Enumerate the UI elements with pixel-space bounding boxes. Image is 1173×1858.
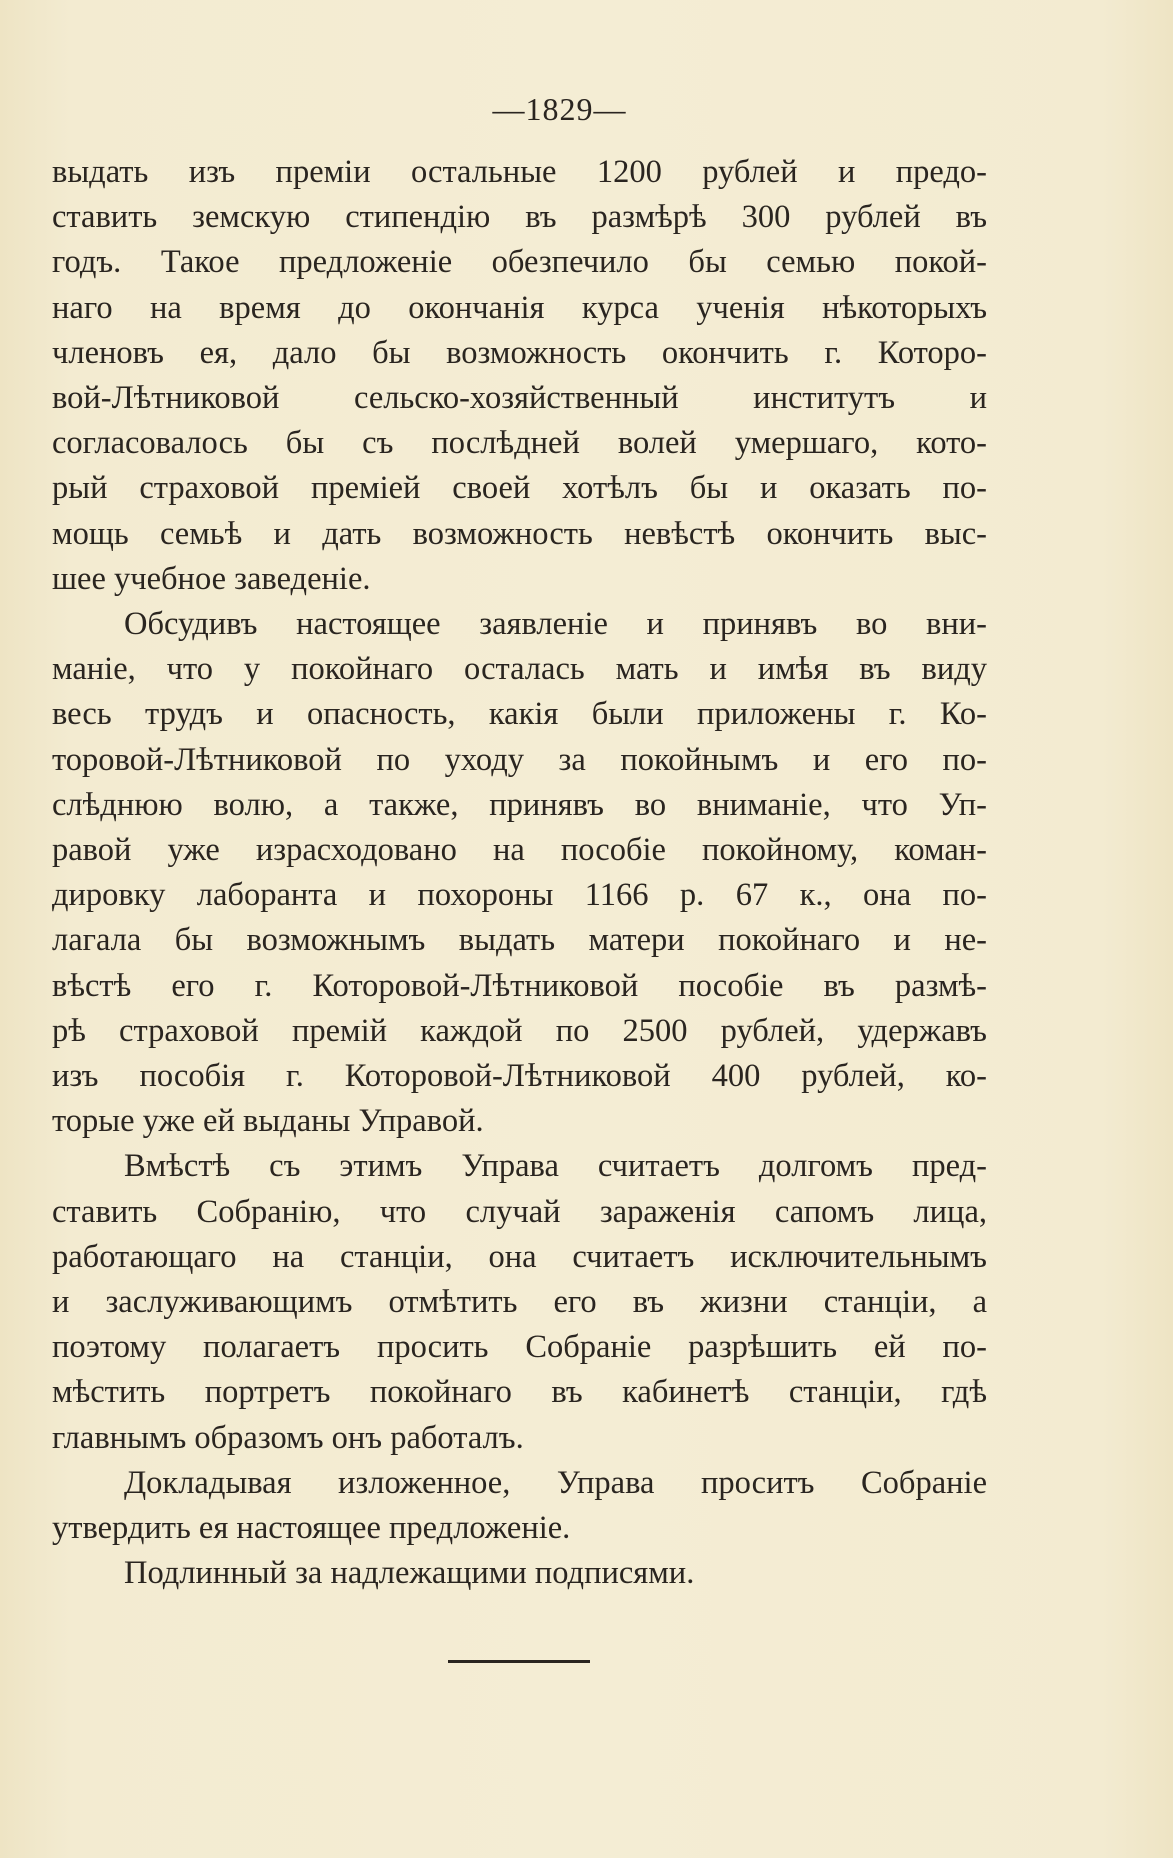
text-line: мощь семьѣ и дать возможность невѣстѣ окончить выс- [52,515,987,552]
text-line: изъ пособія г. Которовой-Лѣтниковой 400 рублей, ко- [52,1058,987,1095]
text-line: Докладывая изложенное, Управа проситъ Собраніе [124,1464,987,1501]
text-line: Обсудивъ настоящее заявленіе и принявъ во вни- [124,606,987,643]
text-line: утвердить ея настоящее предложеніе. [52,1510,571,1547]
document-page [52,88,987,1597]
text-line: дировку лаборанта и похороны 1166 р. 67 к., она по- [52,877,987,914]
text-line: шее учебное заведеніе. [52,560,371,597]
paragraph-3 [52,1144,987,1460]
page-number: —1829— [492,91,627,127]
text-line: равой уже израсходовано на пособіе покойному, коман- [52,832,987,869]
text-line: слѣднюю волю, а также, принявъ во вниманіе, что Уп- [52,786,987,823]
text-line: мѣстить портретъ покойнаго въ кабинетѣ станціи, гдѣ [52,1374,987,1411]
signature-note [52,1551,987,1596]
text-line: вѣстѣ его г. Которовой-Лѣтниковой пособіе въ размѣ- [52,967,987,1004]
closing-rule [448,1660,590,1663]
text-line: поэтому полагаетъ просить Собраніе разрѣшить ей по- [52,1329,987,1366]
text-line: торовой-Лѣтниковой по уходу за покойнымъ и его по- [52,741,987,778]
text-line: главнымъ образомъ онъ работалъ. [52,1419,524,1456]
text-line: наго на время до окончанія курса ученія нѣкоторыхъ [52,289,987,326]
text-line: лагала бы возможнымъ выдать матери покойнаго и не- [52,922,987,959]
text-line: согласовалось бы съ послѣдней волей умершаго, кото- [52,425,987,462]
text-line: и заслуживающимъ отмѣтить его въ жизни станціи, а [52,1284,987,1321]
text-line: рый страховой преміей своей хотѣлъ бы и оказать по- [52,470,987,507]
text-line: ставить Собранію, что случай зараженія сапомъ лица, [52,1193,987,1230]
text-line: ставить земскую стипендію въ размѣрѣ 300 рублей въ [52,199,987,236]
paragraph-1 [52,150,987,602]
text-line: торые уже ей выданы Управой. [52,1103,484,1140]
text-line: работающаго на станціи, она считаетъ исключительнымъ [52,1238,987,1275]
text-line: выдать изъ преміи остальные 1200 рублей и предо- [52,154,987,190]
text-line: весь трудъ и опасность, какія были приложены г. Ко- [52,696,987,733]
text-line: вой-Лѣтниковой сельско-хозяйственный институтъ и [52,380,987,417]
text-line: членовъ ея, дало бы возможность окончить г. Которо- [52,334,987,371]
text-line: рѣ страховой премій каждой по 2500 рублей, удержавъ [52,1012,987,1049]
paragraph-4 [52,1461,987,1551]
text-line: Подлинный за надлежащими подписями. [124,1555,695,1592]
text-line: Вмѣстѣ съ этимъ Управа считаетъ долгомъ пред- [124,1148,987,1185]
text-line: годъ. Такое предложеніе обезпечило бы семью покой- [52,244,987,281]
paragraph-2 [52,602,987,1144]
text-line: маніе, что у покойнаго осталась мать и имѣя въ виду [52,651,987,688]
